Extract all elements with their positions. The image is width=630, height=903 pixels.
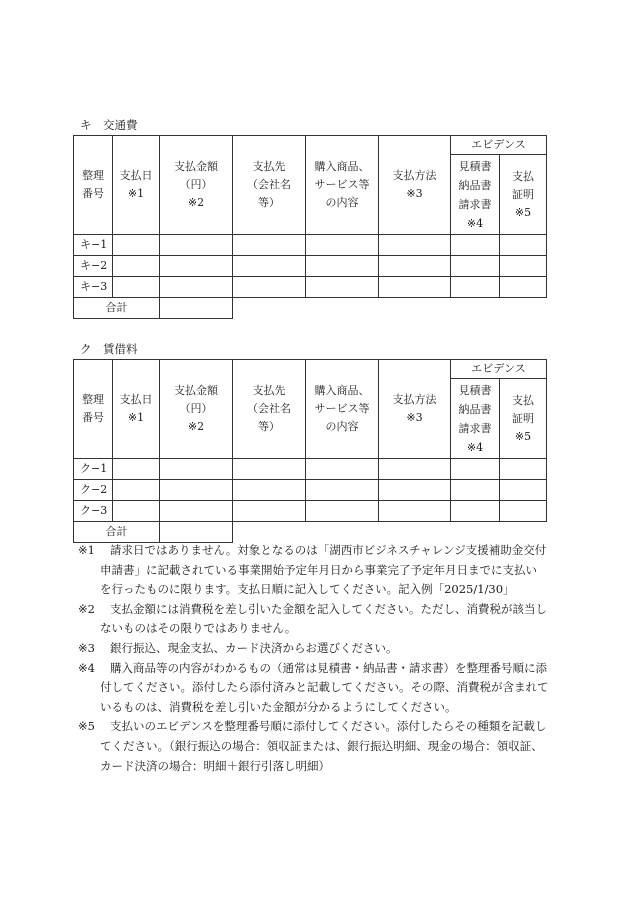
header-payment-date: 支払日 ※1 [113,136,160,235]
header-payment-date: 支払日 ※1 [113,360,160,459]
cell-payee[interactable] [233,277,306,298]
cell-ev2[interactable] [500,459,547,480]
cell-item[interactable] [306,459,379,480]
cell-item[interactable] [306,501,379,522]
row-label: ク−1 [74,459,113,480]
row-label: ク−2 [74,480,113,501]
expense-table-transport [73,135,547,319]
header-payment-amount: 支払金額 （円） ※2 [160,136,233,235]
header-item-content: 購入商品、 サービス等 の内容 [306,136,379,235]
cell-method[interactable] [379,277,451,298]
cell-date[interactable] [113,459,160,480]
note-mark: ※1 [78,543,95,557]
note-mark: ※5 [78,719,95,734]
cell-payee[interactable] [233,256,306,277]
note-line: カード決済の場合：明細＋銀行引落し明細） [100,758,330,773]
note-4 [78,659,558,718]
row-label: ク−3 [74,501,113,522]
cell-ev1[interactable] [451,256,500,277]
note-line: 銀行振込、現金支払、カード決済からお選びください。 [110,640,398,655]
header-estimate-invoice: 見積書 納品書 請求書 ※4 [451,155,500,235]
cell-ev1[interactable] [451,501,500,522]
cell-method[interactable] [379,256,451,277]
cell-date[interactable] [113,501,160,522]
header-payment-amount: 支払金額 （円） ※2 [160,360,233,459]
total-label: 合計 [74,522,160,543]
section-title-rent: ク 賃借料 [80,342,138,356]
cell-ev2[interactable] [500,235,547,256]
cell-ev1[interactable] [451,480,500,501]
header-seiri-bango: 整理 番号 [74,360,113,459]
cell-date[interactable] [113,256,160,277]
cell-amount[interactable] [160,480,233,501]
cell-method[interactable] [379,235,451,256]
note-line: を行ったものに限ります。支払日順に記入してください。記入例「2025/1/30」 [100,582,515,597]
total-label: 合計 [74,298,160,319]
note-line: 請求日ではありません。対象となるのは「湖西市ビジネスチャレンジ支援補助金交付 [110,543,547,557]
header-payee: 支払先 （会社名 等） [233,360,306,459]
table-row [74,459,547,480]
table-row [74,480,547,501]
cell-payee[interactable] [233,235,306,256]
row-label: キ−3 [74,277,113,298]
cell-ev1[interactable] [451,277,500,298]
note-mark: ※2 [78,601,95,616]
header-payee: 支払先 （会社名 等） [233,136,306,235]
header-payment-method: 支払方法 ※3 [379,136,451,235]
total-amount-cell[interactable] [160,522,233,543]
cell-method[interactable] [379,501,451,522]
header-payment-proof: 支払 証明 ※5 [500,155,547,235]
table-row [74,501,547,522]
note-line: 申請書」に記載されている事業開始予定年月日から事業完了予定年月日までに支払い [100,562,537,577]
note-5 [78,717,558,776]
total-row [74,298,547,319]
cell-payee[interactable] [233,480,306,501]
cell-amount[interactable] [160,277,233,298]
header-seiri-bango: 整理 番号 [74,136,113,235]
header-payment-method: 支払方法 ※3 [379,360,451,459]
table-row [74,256,547,277]
note-line: いるものは、消費税を差し引いた金額が分かるようにしてください。 [100,699,457,714]
cell-payee[interactable] [233,501,306,522]
cell-ev2[interactable] [500,277,547,298]
cell-amount[interactable] [160,235,233,256]
expense-table-rent [73,359,547,543]
cell-amount[interactable] [160,256,233,277]
cell-date[interactable] [113,480,160,501]
cell-method[interactable] [379,480,451,501]
header-payment-proof: 支払 証明 ※5 [500,379,547,459]
note-1 [78,541,558,600]
row-label: キ−1 [74,235,113,256]
total-row [74,522,547,543]
table-row [74,277,547,298]
header-item-content: 購入商品、 サービス等 の内容 [306,360,379,459]
cell-ev1[interactable] [451,235,500,256]
note-line: てください。（銀行振込の場合：領収証または、銀行振込明細、現金の場合：領収証、 [100,738,543,753]
total-amount-cell[interactable] [160,298,233,319]
cell-method[interactable] [379,459,451,480]
table-row [74,235,547,256]
cell-ev1[interactable] [451,459,500,480]
cell-payee[interactable] [233,459,306,480]
cell-amount[interactable] [160,459,233,480]
note-line: 支払金額には消費税を差し引いた金額を記入してください。ただし、消費税が該当し [110,601,547,616]
note-line: 支払いのエビデンスを整理番号順に添付してください。添付したらその種類を記載し [110,719,547,734]
header-evidence: エビデンス [451,136,547,155]
row-label: キ−2 [74,256,113,277]
cell-ev2[interactable] [500,480,547,501]
cell-amount[interactable] [160,501,233,522]
note-2 [78,600,558,639]
cell-item[interactable] [306,277,379,298]
note-line: ないものはその限りではありません。 [100,621,297,636]
note-mark: ※4 [78,660,95,675]
header-evidence: エビデンス [451,360,547,379]
cell-ev2[interactable] [500,256,547,277]
notes-section [78,541,558,776]
header-estimate-invoice: 見積書 納品書 請求書 ※4 [451,379,500,459]
cell-item[interactable] [306,480,379,501]
note-line: 付してください。添付したら添付済みと記載してください。その際、消費税が含まれて [100,680,549,695]
cell-item[interactable] [306,256,379,277]
section-title-transport: キ 交通費 [80,118,138,132]
cell-date[interactable] [113,235,160,256]
note-3 [78,639,558,659]
note-mark: ※3 [78,640,95,655]
cell-ev2[interactable] [500,501,547,522]
note-line: 購入商品等の内容がわかるもの（通常は見積書・納品書・請求書）を整理番号順に添 [110,660,547,675]
cell-item[interactable] [306,235,379,256]
cell-date[interactable] [113,277,160,298]
